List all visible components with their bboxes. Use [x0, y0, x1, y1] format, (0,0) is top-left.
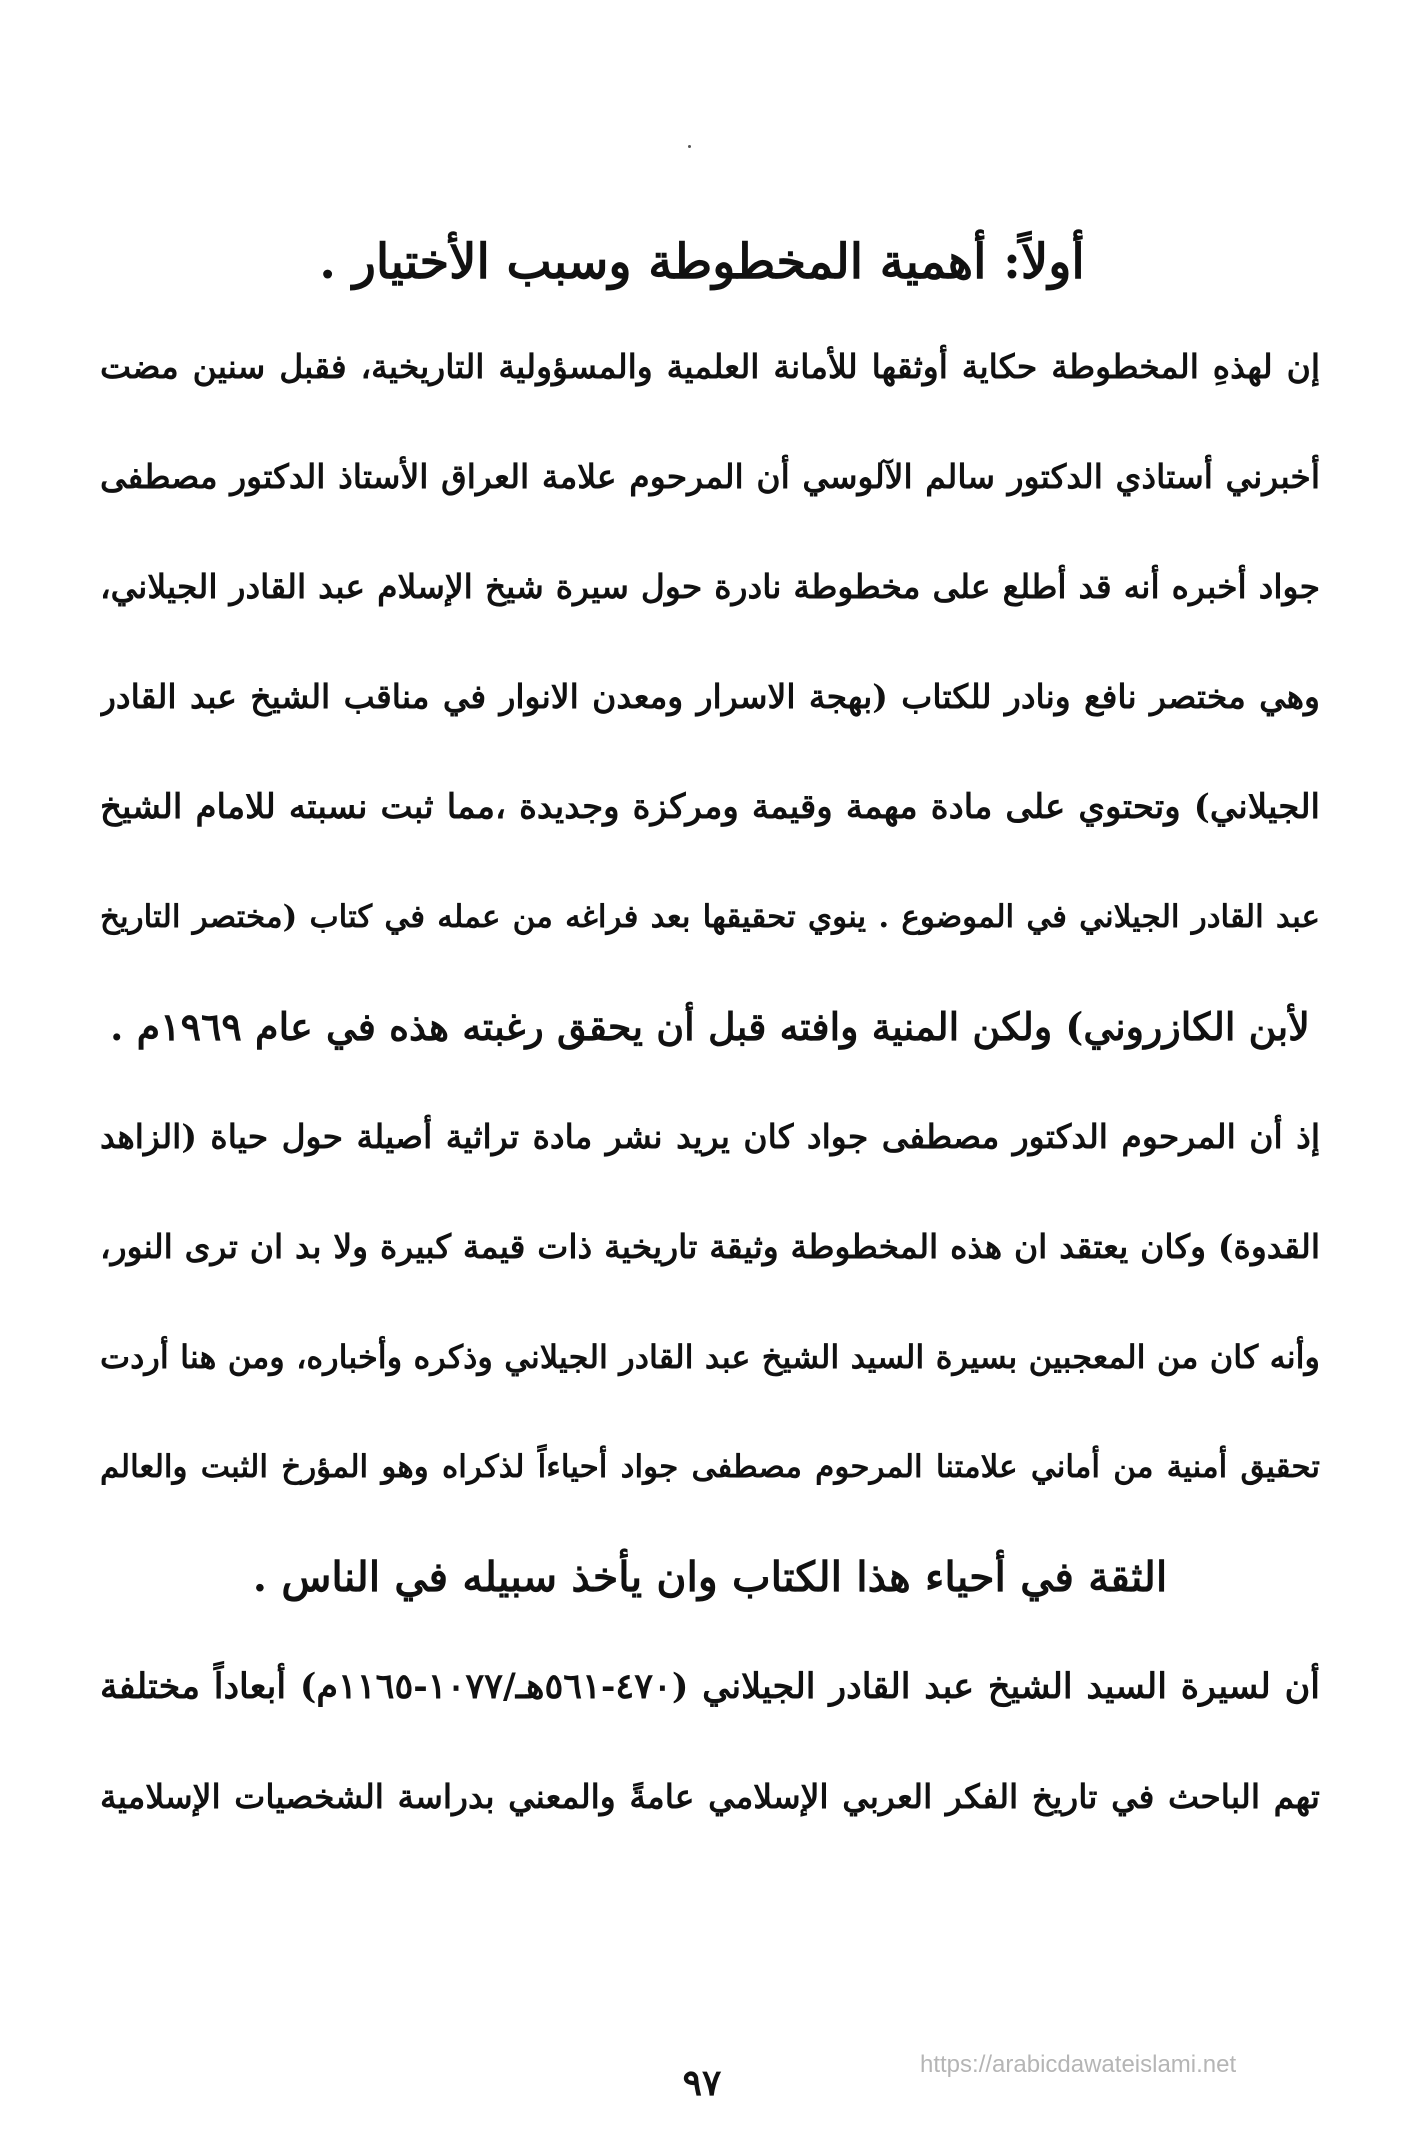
body-line-3: جواد أخبره أنه قد أطلع على مخطوطة نادرة حول سيرة شيخ الإسلام عبد القادر الجيلاني،: [100, 567, 1320, 606]
body-line-2: أخبرني أستاذي الدكتور سالم الآلوسي أن المرحوم علامة العراق الأستاذ الدكتور مصطفى: [100, 457, 1320, 496]
body-line-10: وأنه كان من المعجبين بسيرة السيد الشيخ عبد القادر الجيلاني وذكره وأخباره، ومن هنا أردت: [100, 1338, 1320, 1376]
body-line-9: القدوة) وكان يعتقد ان هذه المخطوطة وثيقة تاريخية ذات قيمة كبيرة ولا بد ان ترى النور،: [100, 1227, 1320, 1266]
body-line-1: إن لهذهِ المخطوطة حكاية أوثقها للأمانة العلمية والمسؤولية التاريخية، فقبل سنين مضت: [100, 347, 1320, 386]
section-heading: أولاً: أهمية المخطوطة وسبب الأختيار .: [319, 234, 1085, 290]
watermark-url: https://arabicdawateislami.net: [920, 2051, 1237, 2078]
body-line-7: لأبن الكازروني) ولكن المنية وافته قبل أن يحقق رغبته هذه في عام ١٩٦٩م .: [110, 1004, 1310, 1049]
body-line-8: إذ أن المرحوم الدكتور مصطفى جواد كان يريد نشر مادة تراثية أصيلة حول حياة (الزاهد: [100, 1117, 1320, 1156]
body-line-13: أن لسيرة السيد الشيخ عبد القادر الجيلاني (٤٧٠-٥٦١هـ/١٠٧٧-١١٦٥م) أبعاداً مختلفة: [100, 1666, 1320, 1707]
body-line-11: تحقيق أمنية من أماني علامتنا المرحوم مصطفى جواد أحياءاً لذكراه وهو المؤرخ الثبت والعالم: [100, 1449, 1320, 1485]
body-line-5: الجيلاني) وتحتوي على مادة مهمة وقيمة ومركزة وجديدة ،مما ثبت نسبته للامام الشيخ: [100, 787, 1320, 827]
body-line-12: الثقة في أحياء هذا الكتاب وان يأخذ سبيله في الناس .: [252, 1553, 1168, 1601]
body-line-6: عبد القادر الجيلاني في الموضوع . ينوي تحقيقها بعد فراغه من عمله في كتاب (مختصر التاريخ: [100, 899, 1320, 935]
body-line-4: وهي مختصر نافع ونادر للكتاب (بهجة الاسرار ومعدن الانوار في مناقب الشيخ عبد القادر: [100, 677, 1320, 716]
page-number: ٩٧: [682, 2062, 722, 2104]
page-mark-dot: [688, 145, 691, 148]
body-line-14: تهم الباحث في تاريخ الفكر العربي الإسلامي عامةً والمعني بدراسة الشخصيات الإسلامية: [100, 1777, 1320, 1816]
